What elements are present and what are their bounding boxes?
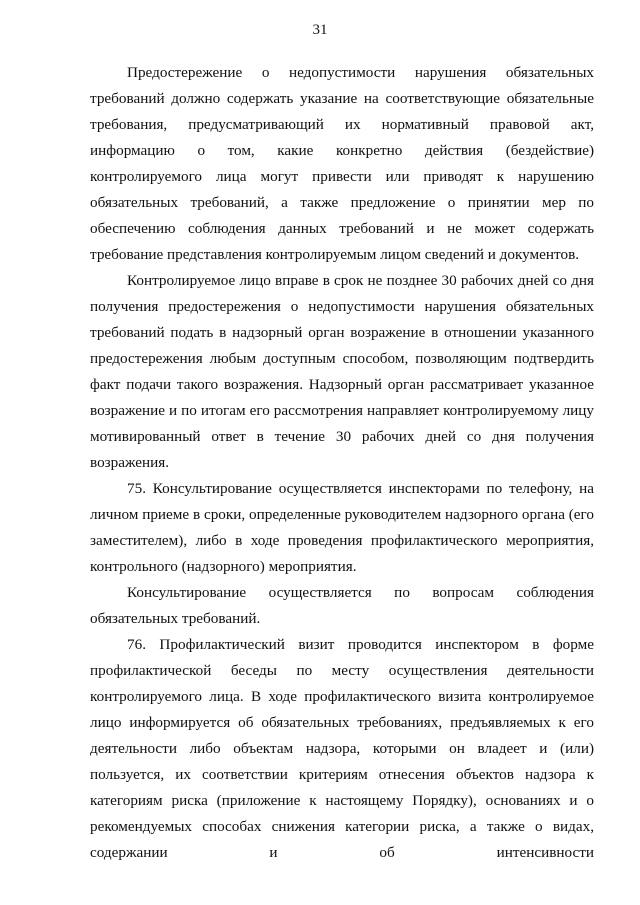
paragraph-objection: Контролируемое лицо вправе в срок не позднее 30 рабочих дней со дня получения предостережения о недопустимости нарушения обязательных требований подать в надзорный орган возражение в отношении указанного предостережения любым доступным способом, позволяющим подтвердить факт подачи такого возражения. Надзорный орган рассматривает указанное возражение и по итогам его рассмотрения направляет контролируемому лицу мотивированный ответ в течение 30 рабочих дней со дня получения возражения.: [90, 272, 594, 471]
paragraph-75-consulting: 75. Консультирование осуществляется инспекторами по телефону, на личном приеме в сроки, определенные руководителем надзорного органа (его заместителем), либо в ходе проведения профилактического мероприятия, контрольного (надзорного) мероприятия.: [90, 480, 594, 575]
document-body: [90, 60, 594, 866]
page-number: 31: [312, 22, 328, 38]
paragraph-76-preventive-visit: 76. Профилактический визит проводится инспектором в форме профилактической беседы по месту осуществления деятельности контролируемого лица. В ходе профилактического визита контролируемое лицо информируется об обязательных требованиях, предъявляемых к его деятельности либо объектам надзора, которыми он владеет и (или) пользуется, их соответствии критериям отнесения объектов надзора к категориям риска (приложение к настоящему Порядку), основаниях и о рекомендуемых способах снижения категории риска, а также о видах, содержании и об интенсивности: [90, 636, 594, 861]
paragraph-warning-content: Предостережение о недопустимости нарушения обязательных требований должно содержать указание на соответствующие обязательные требования, предусматривающий их нормативный правовой акт, информацию о том, какие конкретно действия (бездействие) контролируемого лица могут привести или приводят к нарушению обязательных требований, а также предложение о принятии мер по обеспечению соблюдения данных требований и не может содержать требование представления контролируемым лицом сведений и документов.: [90, 64, 594, 263]
paragraph-consulting-topics: Консультирование осуществляется по вопросам соблюдения обязательных требований.: [90, 584, 594, 627]
